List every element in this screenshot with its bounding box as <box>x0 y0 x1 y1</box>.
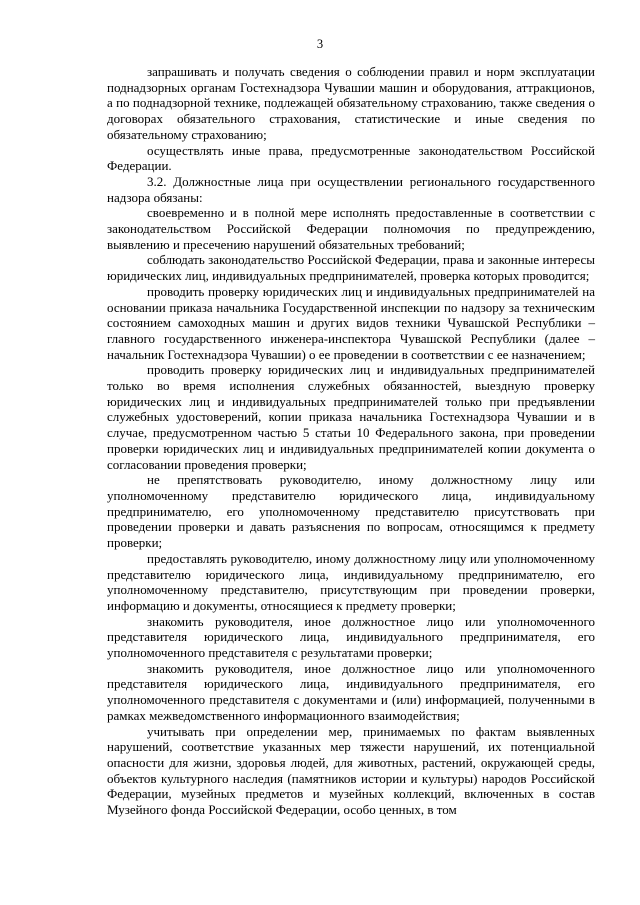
page-number: 3 <box>316 37 324 51</box>
paragraph-provide-information: предоставлять руководителю, иному должностному лицу или уполномоченному представителю юридического лица, индивидуальному предпринимателю, его уполномоченному представителю, присутствующим при проведении проверки, информацию и документы, относящиеся к предмету проверки; <box>107 550 595 613</box>
paragraph-exercise-powers: своевременно и в полной мере исполнять предоставленные в соответствии с законодательством Российской Федерации полномочия по предупреждению, выявлению и пресечению нарушений обязательных требований; <box>107 205 595 252</box>
document-body <box>107 64 595 818</box>
paragraph-acquaint-results: знакомить руководителя, иное должностное лицо или уполномоченного представителя юридического лица, индивидуального предпринимателя, его уполномоченного представителя с результатами проверки; <box>107 613 595 661</box>
paragraph-other-rights: осуществлять иные права, предусмотренные законодательством Российской Федерации. <box>107 142 595 174</box>
paragraph-consider-measures: учитывать при определении мер, принимаемых по фактам выявленных нарушений, соответствие указанных мер тяжести нарушений, их потенциальной опасности для жизни, здоровья людей, для животных, растений, окружающей среды, объектов культурного наследия (памятников истории и культуры) народов Российской Федерации, музейных предметов и музейных коллекций, включенных в состав Музейного фонда Российской Федерации, особо ценных, в том <box>107 723 595 818</box>
paragraph-not-obstruct: не препятствовать руководителю, иному должностному лицу или уполномоченному представителю юридического лица, индивидуальному предпринимателю, его уполномоченному представителю присутствовать при проведении проверки и давать разъяснения по вопросам, относящимся к предмету проверки; <box>107 472 595 551</box>
paragraph-inspection-basis: проводить проверку юридических лиц и индивидуальных предпринимателей на основании приказа начальника Государственной инспекции по надзору за техническим состоянием самоходных машин и других видов техники Чувашской Республики – главного государственного инженера-инспектора Чувашской Республики (далее – начальник Гостехнадзора Чувашии) о ее проведении в соответствии с ее назначением; <box>107 283 595 362</box>
paragraph-request-information: запрашивать и получать сведения о соблюдении правил и норм эксплуатации поднадзорных органам Гостехнадзора Чувашии машин и оборудования, аттракционов, а по поднадзорной технике, подлежащей обязательному страхованию, также сведения о договорах обязательного страхования, статистические и иные сведения по обязательному страхованию; <box>107 64 595 142</box>
paragraph-acquaint-documents: знакомить руководителя, иное должностное лицо или уполномоченного представителя юридического лица, индивидуального предпринимателя, его уполномоченного представителя с документами и (или) информацией, полученными в рамках межведомственного информационного взаимодействия; <box>107 660 595 723</box>
paragraph-inspection-duty-time: проводить проверку юридических лиц и индивидуальных предпринимателей только во время исполнения служебных обязанностей, выездную проверку юридических лиц и индивидуальных предпринимателей только при предъявлении служебных удостоверений, копии приказа начальника Гостехнадзора Чувашии и в случае, предусмотренном частью 5 статьи 10 Федерального закона, при проведении проверки юридических лиц и индивидуальных предпринимателей копии документа о согласовании проведения проверки; <box>107 362 595 472</box>
paragraph-section-3-2-heading: 3.2. Должностные лица при осуществлении регионального государственного надзора обязаны: <box>107 173 595 205</box>
paragraph-observe-legislation: соблюдать законодательство Российской Федерации, права и законные интересы юридических лиц, индивидуальных предпринимателей, проверка которых проводится; <box>107 252 595 284</box>
